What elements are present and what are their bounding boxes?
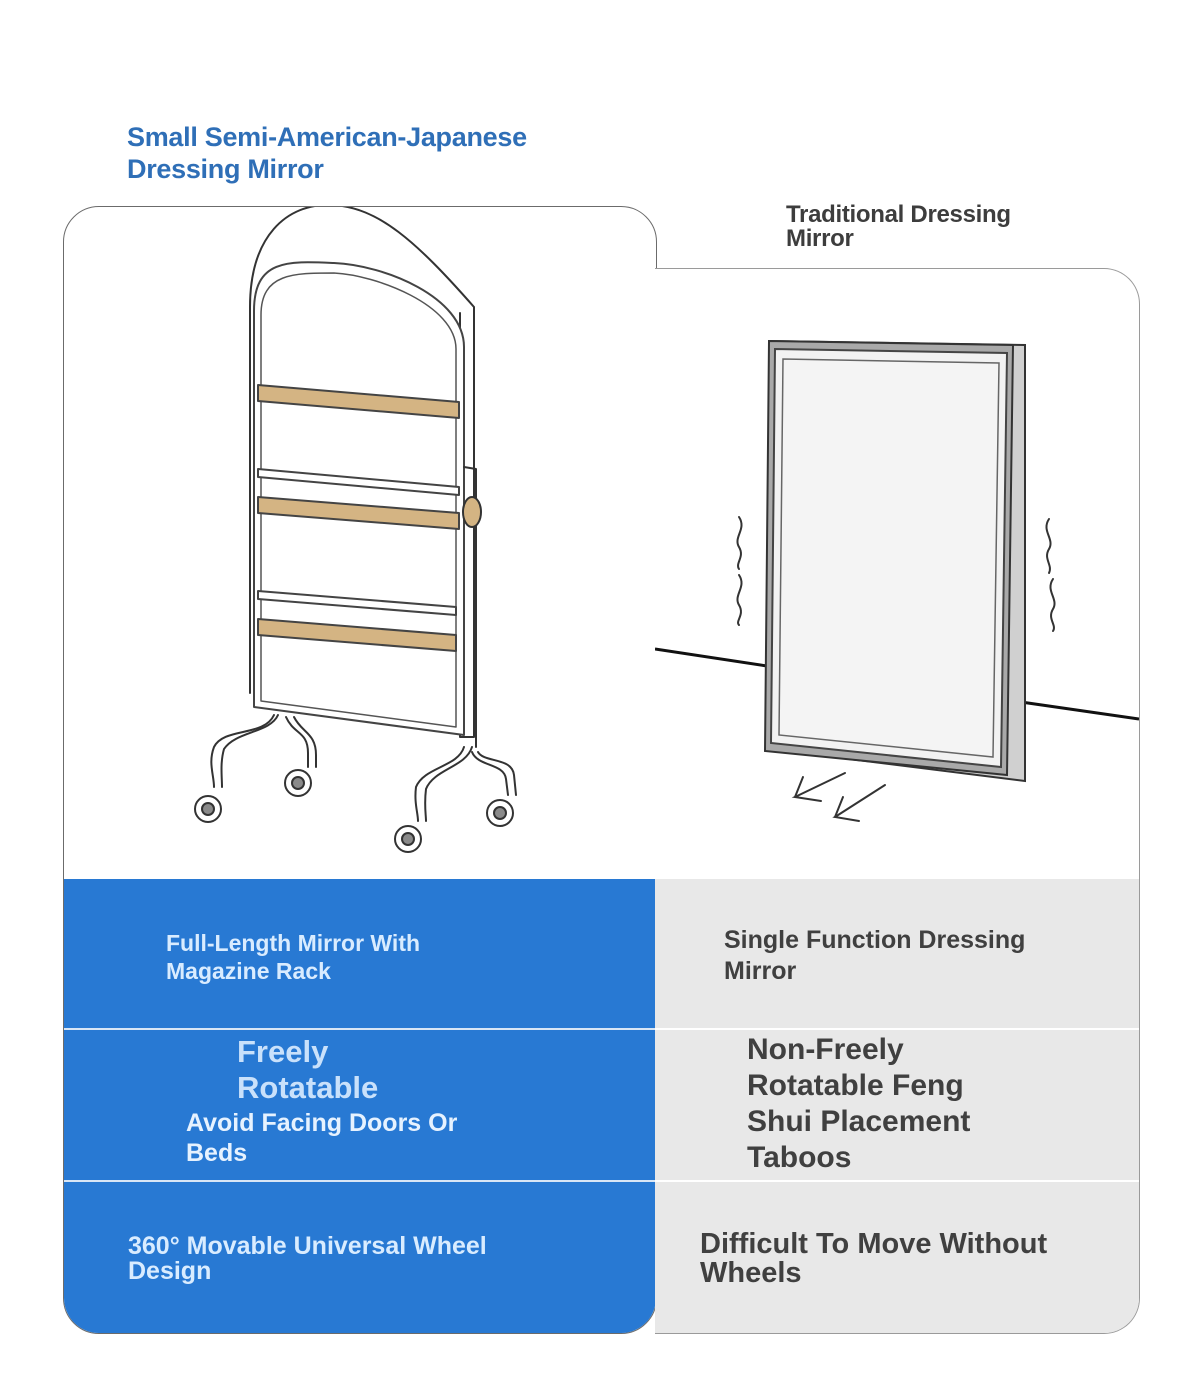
right-feature-2-text: Non-Freely Rotatable Feng Shui Placement Taboos [747,1033,971,1174]
left-product-title: Small Semi-American-Japanese Dressing Mirror [127,122,527,184]
right-feature-row-1 [655,879,1139,1029]
right-feature-row-3 [655,1182,1139,1334]
right-product-title: Traditional Dressing Mirror [786,201,1011,252]
arched-mirror-illustration [64,207,656,879]
right-comparison-card [655,268,1140,1334]
left-feature-1-text: Full-Length Mirror With Magazine Rack [166,930,421,984]
left-feature-3-text: Avoid Facing Doors Or Beds [186,1109,458,1167]
right-feature-row-2 [655,1030,1139,1180]
left-feature-4-text: 360° Movable Universal Wheel Design [128,1232,487,1285]
left-feature-row-2 [64,1030,656,1180]
left-feature-row-1 [64,879,656,1029]
left-comparison-card [63,206,657,1334]
right-feature-1-text: Single Function Dressing Mirror [724,926,1026,985]
left-feature-row-3 [64,1182,656,1334]
left-feature-2-text: Freely Rotatable [237,1034,379,1105]
right-feature-3-text: Difficult To Move Without Wheels [700,1228,1048,1289]
rectangular-mirror-illustration [655,269,1139,879]
caster-wheels [195,770,513,852]
